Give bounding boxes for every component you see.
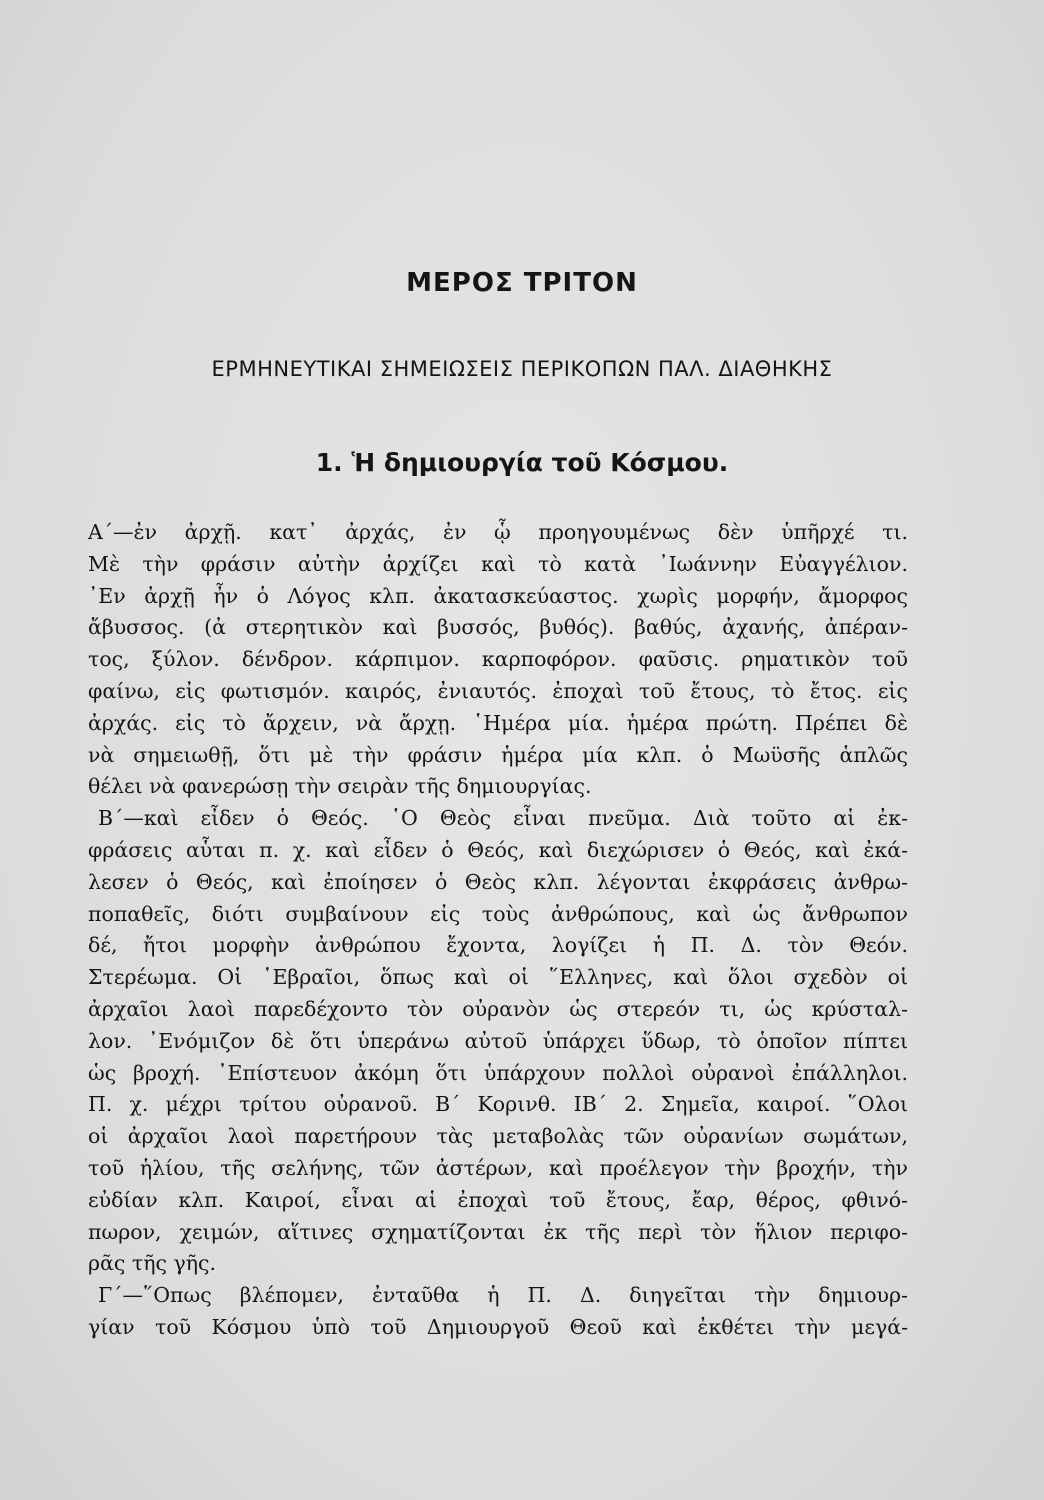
text-line: Β´—καὶ εἶδεν ὁ Θεός. ῾Ο Θεὸς εἶναι πνεῦμα. Διὰ τοῦτο αἱ ἐκ- bbox=[98, 806, 908, 831]
text-line: ἀρχάς. εἰς τὸ ἄρχειν, νὰ ἄρχῃ. ῾Ημέρα μία. ἡμέρα πρώτη. Πρέπει δὲ bbox=[88, 710, 908, 735]
text-line: ἀρχαῖοι λαοὶ παρεδέχοντο τὸν οὐρανὸν ὡς στερεόν τι, ὡς κρύσταλ- bbox=[88, 996, 908, 1021]
text-line: ρᾶς τῆς γῆς. bbox=[88, 1251, 217, 1276]
text-line: εὐδίαν κλπ. Καιροί, εἶναι αἱ ἐποχαὶ τοῦ ἔτους, ἔαρ, θέρος, φθινό- bbox=[88, 1187, 908, 1212]
part-title: ΜΕΡΟΣ ΤΡΙΤΟΝ bbox=[406, 268, 638, 298]
text-line: τος, ξύλον. δένδρον. κάρπιμον. καρποφόρον. φαῦσις. ρηματικὸν τοῦ bbox=[88, 647, 908, 672]
text-line: λεσεν ὁ Θεός, καὶ ἐποίησεν ὁ Θεὸς κλπ. λέγονται ἐκφράσεις ἀνθρω- bbox=[88, 869, 908, 894]
text-line: ὡς βροχή. ᾽Επίστευον ἀκόμη ὅτι ὑπάρχουν πολλοὶ οὐρανοὶ ἐπάλληλοι. bbox=[88, 1060, 908, 1085]
text-line: πωρον, χειμών, αἵτινες σχηματίζονται ἐκ τῆς περὶ τὸν ἥλιον περιφο- bbox=[88, 1219, 908, 1244]
text-line: ἄβυσσος. (ἀ στερητικὸν καὶ βυσσός, βυθός). βαθύς, ἀχανής, ἀπέραν- bbox=[88, 615, 908, 640]
text-line: δέ, ἤτοι μορφὴν ἀνθρώπου ἔχοντα, λογίζει ἡ Π. Δ. τὸν Θεόν. bbox=[88, 933, 908, 958]
section-subtitle: ΕΡΜΗΝΕΥΤΙΚΑΙ ΣΗΜΕΙΩΣΕΙΣ ΠΕΡΙΚΟΠΩΝ ΠΑΛ. ΔΙΑΘΗΚΗΣ bbox=[211, 357, 833, 381]
text-line: φαίνω, εἰς φωτισμόν. καιρός, ἐνιαυτός. ἐποχαὶ τοῦ ἔτους, τὸ ἔτος. εἰς bbox=[88, 678, 908, 703]
text-line: Μὲ τὴν φράσιν αὐτὴν ἀρχίζει καὶ τὸ κατὰ ᾽Ιωάννην Εὐαγγέλιον. bbox=[88, 551, 908, 576]
text-line: Γ´—῞Οπως βλέπομεν, ἐνταῦθα ἡ Π. Δ. διηγεῖται τὴν δημιουρ- bbox=[98, 1283, 908, 1308]
text-line: ποπαθεῖς, διότι συμβαίνουν εἰς τοὺς ἀνθρώπους, καὶ ὡς ἄνθρωπον bbox=[88, 901, 908, 926]
text-line: Π. χ. μέχρι τρίτου οὐρανοῦ. Β´ Κορινθ. ΙΒ´ 2. Σημεῖα, καιροί. ῞Ολοι bbox=[88, 1092, 908, 1117]
text-line: τοῦ ἡλίου, τῆς σελήνης, τῶν ἀστέρων, καὶ προέλεγον τὴν βροχήν, τὴν bbox=[88, 1155, 908, 1180]
text-line: Α´—ἐν ἀρχῇ. κατ᾽ ἀρχάς, ἐν ᾧ προηγουμένως δὲν ὑπῆρχέ τι. bbox=[88, 520, 908, 544]
text-line: οἱ ἀρχαῖοι λαοὶ παρετήρουν τὰς μεταβολὰς τῶν οὐρανίων σωμάτων, bbox=[88, 1124, 908, 1149]
text-line: θέλει νὰ φανερώσῃ τὴν σειρὰν τῆς δημιουργίας. bbox=[88, 774, 592, 799]
text-line: Στερέωμα. Οἱ ῾Εβραῖοι, ὅπως καὶ οἱ ῞Ελληνες, καὶ ὅλοι σχεδὸν οἱ bbox=[88, 965, 908, 990]
body-text bbox=[88, 517, 908, 1344]
text-line: γίαν τοῦ Κόσμου ὑπὸ τοῦ Δημιουργοῦ Θεοῦ καὶ ἐκθέτει τὴν μεγά- bbox=[88, 1314, 908, 1339]
text-line: νὰ σημειωθῇ, ὅτι μὲ τὴν φράσιν ἡμέρα μία κλπ. ὁ Μωϋσῆς ἁπλῶς bbox=[88, 742, 908, 767]
text-line: φράσεις αὗται π. χ. καὶ εἶδεν ὁ Θεός, καὶ διεχώρισεν ὁ Θεός, καὶ ἐκά- bbox=[88, 837, 908, 862]
text-line: ᾽Εν ἀρχῇ ἦν ὁ Λόγος κλπ. ἀκατασκεύαστος. χωρὶς μορφήν, ἄμορφος bbox=[88, 583, 908, 608]
text-line: λον. ᾽Ενόμιζον δὲ ὅτι ὑπεράνω αὐτοῦ ὑπάρχει ὕδωρ, τὸ ὁποῖον πίπτει bbox=[88, 1028, 908, 1053]
chapter-title: 1. Ἡ δημιουργία τοῦ Κόσμου. bbox=[315, 448, 729, 477]
